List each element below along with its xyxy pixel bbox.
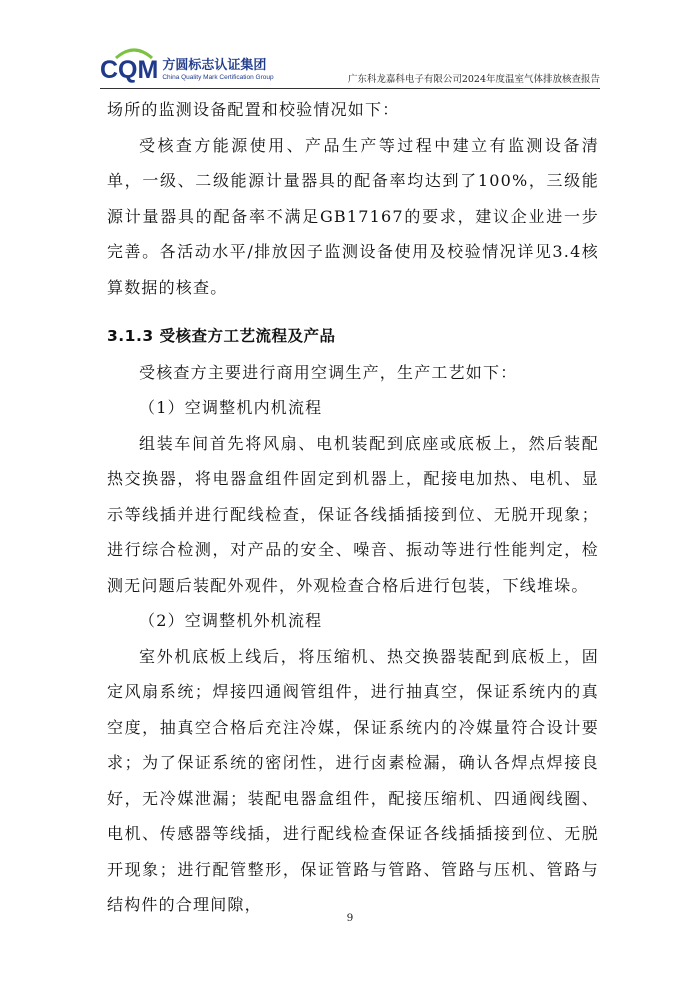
logo-mark-text: CQM — [100, 55, 159, 84]
logo-text — [162, 58, 273, 82]
list-item-title-outdoor: （2）空调整机外机流程 — [139, 611, 323, 630]
header-divider — [100, 88, 600, 89]
paragraph-monitoring-intro: 场所的监测设备配置和校验情况如下： — [107, 100, 400, 119]
document-body — [107, 92, 599, 923]
paragraph-process-intro: 受核查方主要进行商用空调生产，生产工艺如下： — [139, 362, 518, 382]
logo-english-name: China Quality Mark Certification Group — [162, 74, 274, 81]
company-logo — [100, 52, 274, 88]
report-title: 广东科龙嘉科电子有限公司2024年度温室气体排放核查报告 — [347, 74, 600, 85]
paragraph-outdoor-process: 室外机底板上线后，将压缩机、热交换器装配到底板上，固定风扇系统；焊接四通阀管组件，进行抽真空，保证系统内的真空度，抽真空合格后充注冷媒，保证系统内的冷媒量符合设计要求；为了保证系统的密闭性，进行卤素检漏，确认各焊点焊接良好，无冷媒泄漏；装配电器盒组件，配接压缩机、四通阀线圈、电机、传感器等线插，进行配线检查保证各线插插接到位、无脱开现象；进行配管整形，保证管路与管路、管路与压机、管路与结构件的合理间隙， — [107, 646, 599, 914]
logo-arc-icon — [114, 46, 154, 60]
list-item-title-indoor: （1）空调整机内机流程 — [139, 398, 323, 417]
page-header — [100, 52, 600, 88]
logo-mark — [100, 55, 159, 84]
paragraph-indoor-process: 组装车间首先将风扇、电机装配到底座或底板上，然后装配热交换器，将电器盒组件固定到机器上，配接电加热、电机、显示等线插并进行配线检查，保证各线插插接到位、无脱开现象；进行综合检测，对产品的安全、噪音、振动等进行性能判定，检测无问题后装配外观件，外观检查合格后进行包装，下线堆垛。 — [107, 433, 599, 595]
section-heading: 3.1.3 受核查方工艺流程及产品 — [107, 327, 336, 345]
page-number: 9 — [346, 912, 354, 924]
logo-chinese-name: 方圆标志认证集团 — [162, 58, 267, 73]
paragraph-monitoring-details: 受核查方能源使用、产品生产等过程中建立有监测设备清单，一级、二级能源计量器具的配备率均达到了100%，三级能源计量器具的配备率不满足GB17167的要求，建议企业进一步完善。各活动水平/排放因子监测设备使用及校验情况详见3.4核算数据的核查。 — [107, 135, 599, 297]
